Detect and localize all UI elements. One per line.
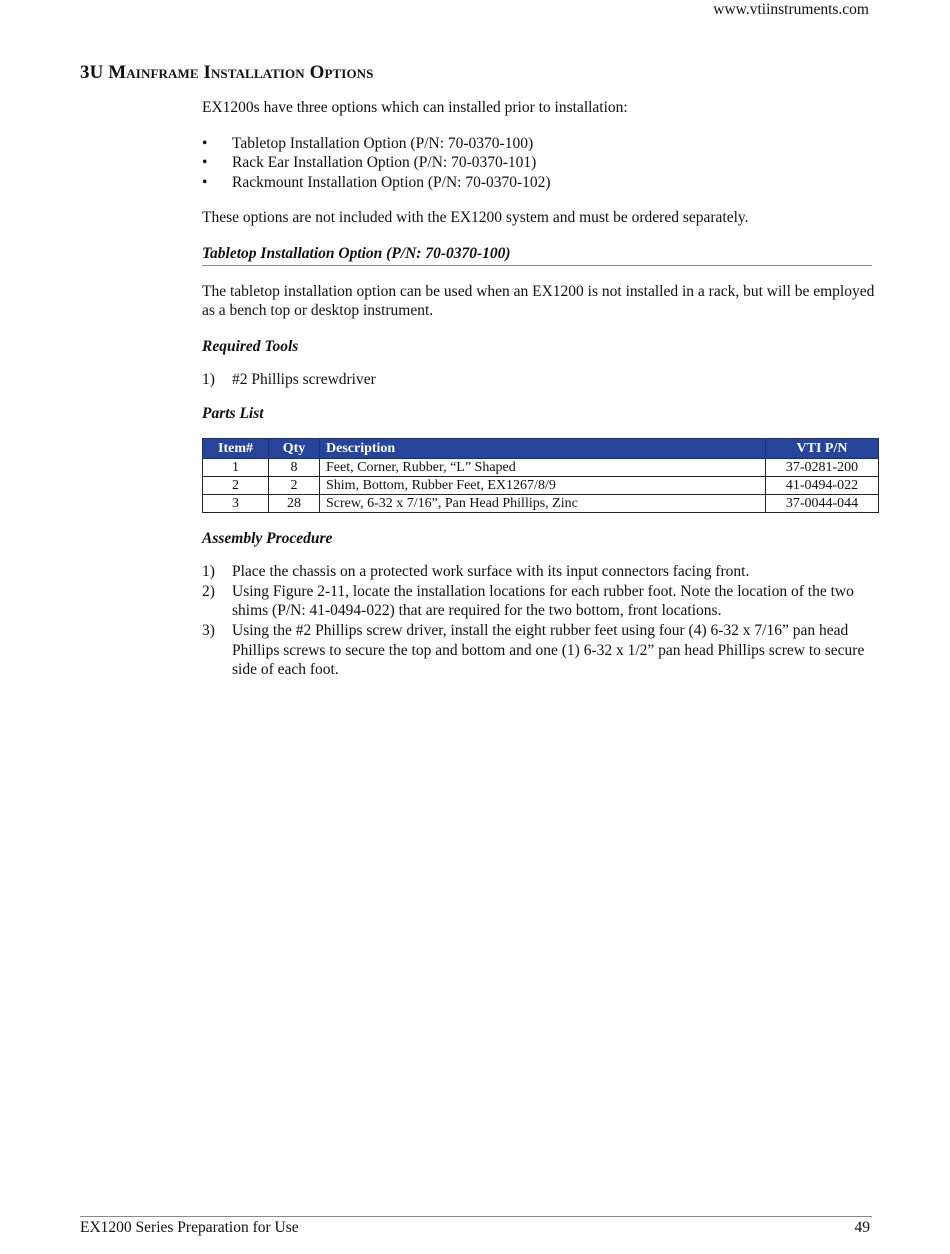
assembly-procedure-heading: Assembly Procedure	[202, 529, 333, 547]
list-item	[202, 370, 878, 390]
page-number: 49	[854, 1219, 870, 1236]
table-row	[203, 494, 879, 512]
table-cell: 28	[269, 494, 320, 512]
intro-paragraph: EX1200s have three options which can installed prior to installation:	[202, 99, 628, 116]
tool-number: 1)	[202, 371, 215, 389]
table-cell: 3	[203, 494, 269, 512]
column-header: Item#	[203, 438, 269, 458]
table-cell: Shim, Bottom, Rubber Feet, EX1267/8/9	[320, 476, 766, 494]
header-url: www.vtiinstruments.com	[713, 1, 869, 18]
bullet-icon: •	[202, 134, 208, 152]
table-cell: 1	[203, 458, 269, 476]
list-item	[202, 562, 878, 582]
step-text: Using Figure 2-11, locate the installation locations for each rubber foot. Note the location of the two shims (P/N: 41-0494-022) that are required for the two bottom, front locations.	[232, 582, 854, 620]
step-number: 3)	[202, 621, 215, 639]
table-header-row	[203, 438, 879, 458]
list-item	[202, 621, 878, 680]
assembly-steps-list	[202, 562, 878, 680]
table-cell: 41-0494-022	[766, 476, 879, 494]
table-cell: 37-0044-044	[766, 494, 879, 512]
step-text: Using the #2 Phillips screw driver, install the eight rubber feet using four (4) 6-32 x 7/16” pan head Phillips screws to secure the top and bottom and one (1) 6-32 x 1/2” pan head Phillips screw to secure side of each foot.	[232, 621, 865, 679]
table-cell: 2	[203, 476, 269, 494]
bullet-icon: •	[202, 173, 208, 191]
tabletop-heading: Tabletop Installation Option (P/N: 70-0370-100)	[202, 244, 872, 266]
table-row	[203, 458, 879, 476]
tools-list	[202, 370, 878, 390]
bullet-icon: •	[202, 154, 208, 172]
table-cell: 8	[269, 458, 320, 476]
table-cell: Screw, 6-32 x 7/16”, Pan Head Phillips, Zinc	[320, 494, 766, 512]
list-item	[202, 173, 878, 193]
list-item	[202, 582, 878, 621]
step-number: 1)	[202, 563, 215, 581]
tool-text: #2 Phillips screwdriver	[232, 371, 376, 389]
step-text: Place the chassis on a protected work surface with its input connectors facing front.	[232, 563, 750, 581]
tabletop-description: The tabletop installation option can be used when an EX1200 is not installed in a rack, but will be employed as a bench top or desktop instrument.	[202, 282, 875, 320]
list-item	[202, 134, 878, 154]
parts-table	[202, 438, 879, 513]
options-list	[202, 134, 878, 193]
table-cell: 37-0281-200	[766, 458, 879, 476]
step-number: 2)	[202, 582, 215, 600]
table-cell: Feet, Corner, Rubber, “L” Shaped	[320, 458, 766, 476]
column-header: Qty	[269, 438, 320, 458]
list-item	[202, 153, 878, 173]
section-title: 3U Mainframe Installation Options	[80, 62, 374, 83]
option-text: Rackmount Installation Option (P/N: 70-0370-102)	[232, 173, 551, 191]
table-row	[203, 476, 879, 494]
table-cell: 2	[269, 476, 320, 494]
option-text: Tabletop Installation Option (P/N: 70-0370-100)	[232, 134, 534, 152]
required-tools-heading: Required Tools	[202, 337, 299, 355]
footer-divider	[80, 1216, 872, 1217]
parts-list-heading: Parts List	[202, 404, 264, 422]
column-header: VTI P/N	[766, 438, 879, 458]
option-text: Rack Ear Installation Option (P/N: 70-0370-101)	[232, 154, 537, 172]
note-paragraph: These options are not included with the EX1200 system and must be ordered separately.	[202, 209, 749, 227]
footer-title: EX1200 Series Preparation for Use	[80, 1219, 299, 1236]
column-header: Description	[320, 438, 766, 458]
main-content	[202, 98, 878, 694]
